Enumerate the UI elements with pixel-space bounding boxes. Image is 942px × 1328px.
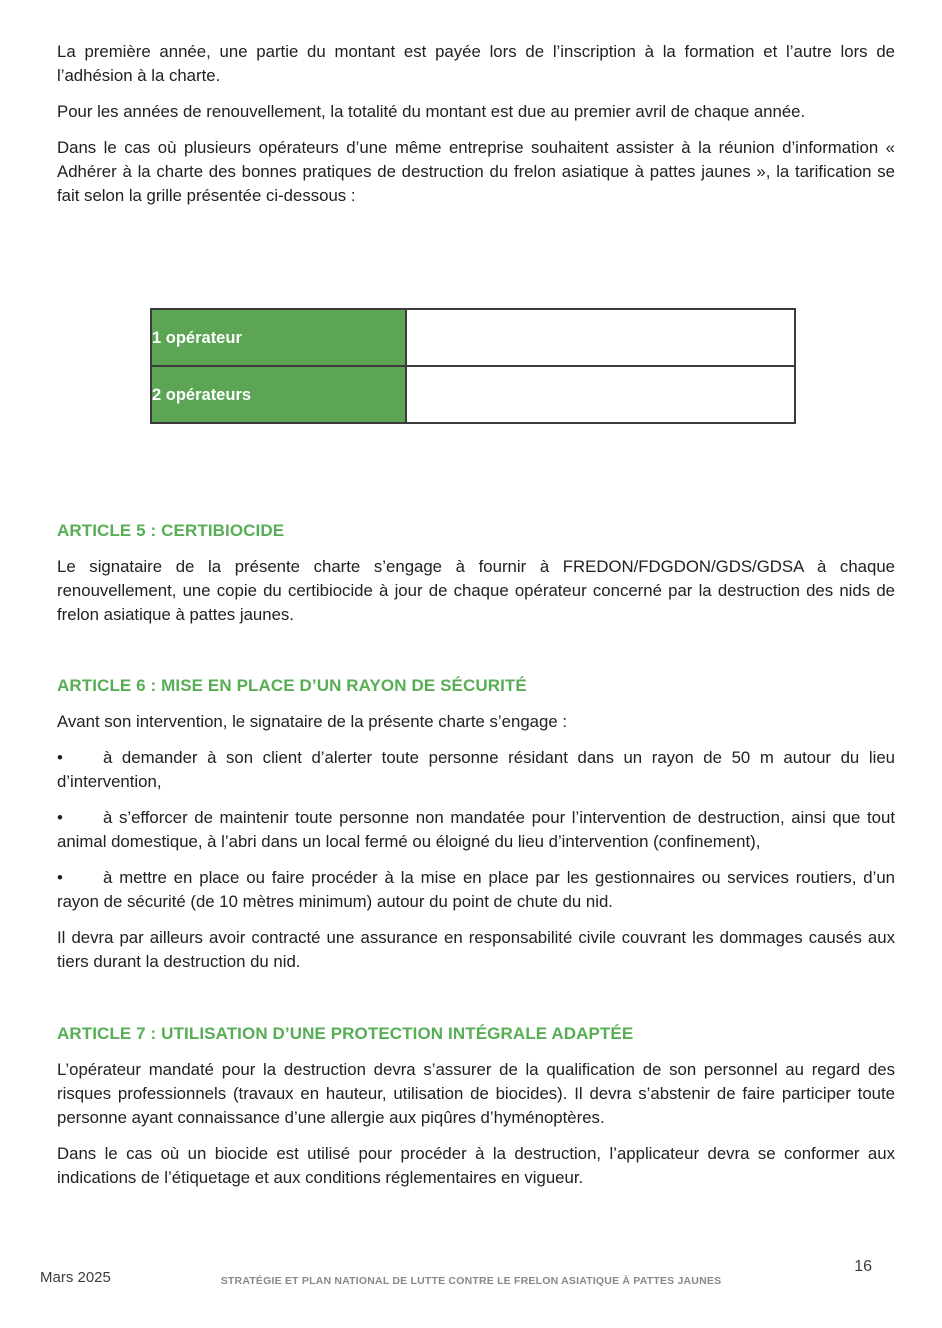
footer-date: Mars 2025 bbox=[40, 1269, 111, 1286]
bullet-icon: • bbox=[57, 808, 63, 827]
paragraph: Il devra par ailleurs avoir contracté une assurance en responsabilité civile couvrant les dommages causés aux tiers durant la destruction du nid. bbox=[57, 928, 895, 971]
table-row bbox=[151, 309, 795, 366]
article-6-heading: ARTICLE 6 : MISE EN PLACE D’UN RAYON DE SÉCURITÉ bbox=[57, 676, 527, 695]
paragraph: Dans le cas où plusieurs opérateurs d’une même entreprise souhaitent assister à la réunion d’information « Adhérer à la charte des bonnes pratiques de destruction du frelon asiatique à pattes jaunes », la tarification se fait selon la grille présentée ci-dessous : bbox=[57, 138, 895, 205]
bullet-text: à s’efforcer de maintenir toute personne non mandatée pour l’intervention de destruction, ainsi que tout animal domestique, à l’abri dans un local fermé ou éloigné du lieu d’intervention (confinement), bbox=[57, 808, 895, 851]
footer-title: STRATÉGIE ET PLAN NATIONAL DE LUTTE CONTRE LE FRELON ASIATIQUE À PATTES JAUNES bbox=[220, 1275, 722, 1287]
page-footer bbox=[0, 1256, 942, 1302]
paragraph: Avant son intervention, le signataire de la présente charte s’engage : bbox=[57, 712, 567, 731]
bullet-icon: • bbox=[57, 868, 63, 887]
row-label-cell: 1 opérateur bbox=[151, 309, 406, 366]
paragraph: Pour les années de renouvellement, la totalité du montant est due au premier avril de chaque année. bbox=[57, 102, 806, 121]
pricing-table-body bbox=[151, 309, 795, 423]
bullet-item bbox=[57, 866, 895, 914]
paragraph: La première année, une partie du montant est payée lors de l’inscription à la formation et l’autre lors de l’adhésion à la charte. bbox=[57, 42, 895, 85]
row-label-cell: 2 opérateurs bbox=[151, 366, 406, 423]
row-value-cell bbox=[406, 309, 795, 366]
table-row bbox=[151, 366, 795, 423]
bullet-icon: • bbox=[57, 748, 63, 767]
article-5-heading: ARTICLE 5 : CERTIBIOCIDE bbox=[57, 521, 285, 540]
paragraph: L’opérateur mandaté pour la destruction devra s’assurer de la qualification de son personnel au regard des risques professionnels (travaux en hauteur, utilisation de biocides). Il devra s’abstenir de faire participer toute personne ayant connaissance d’une allergie aux piqûres d’hyménoptères. bbox=[57, 1060, 895, 1127]
row-value-cell bbox=[406, 366, 795, 423]
paragraph: Dans le cas où un biocide est utilisé pour procéder à la destruction, l’applicateur devra se conformer aux indications de l’étiquetage et aux conditions réglementaires en vigueur. bbox=[57, 1144, 895, 1187]
bullet-item bbox=[57, 746, 895, 794]
pricing-table bbox=[150, 308, 796, 424]
bullet-text: à mettre en place ou faire procéder à la mise en place par les gestionnaires ou services routiers, d’un rayon de sécurité (de 10 mètres minimum) autour du point de chute du nid. bbox=[57, 868, 895, 911]
page-number: 16 bbox=[854, 1258, 872, 1275]
paragraph: Le signataire de la présente charte s’engage à fournir à FREDON/FDGDON/GDS/GDSA à chaque renouvellement, une copie du certibiocide à jour de chaque opérateur concerné par la destruction des nids de frelon asiatique à pattes jaunes. bbox=[57, 557, 895, 624]
article-7-heading: ARTICLE 7 : UTILISATION D’UNE PROTECTION INTÉGRALE ADAPTÉE bbox=[57, 1024, 634, 1043]
bullet-text: à demander à son client d’alerter toute personne résidant dans un rayon de 50 m autour du lieu d’intervention, bbox=[57, 748, 895, 791]
bullet-item bbox=[57, 806, 895, 854]
